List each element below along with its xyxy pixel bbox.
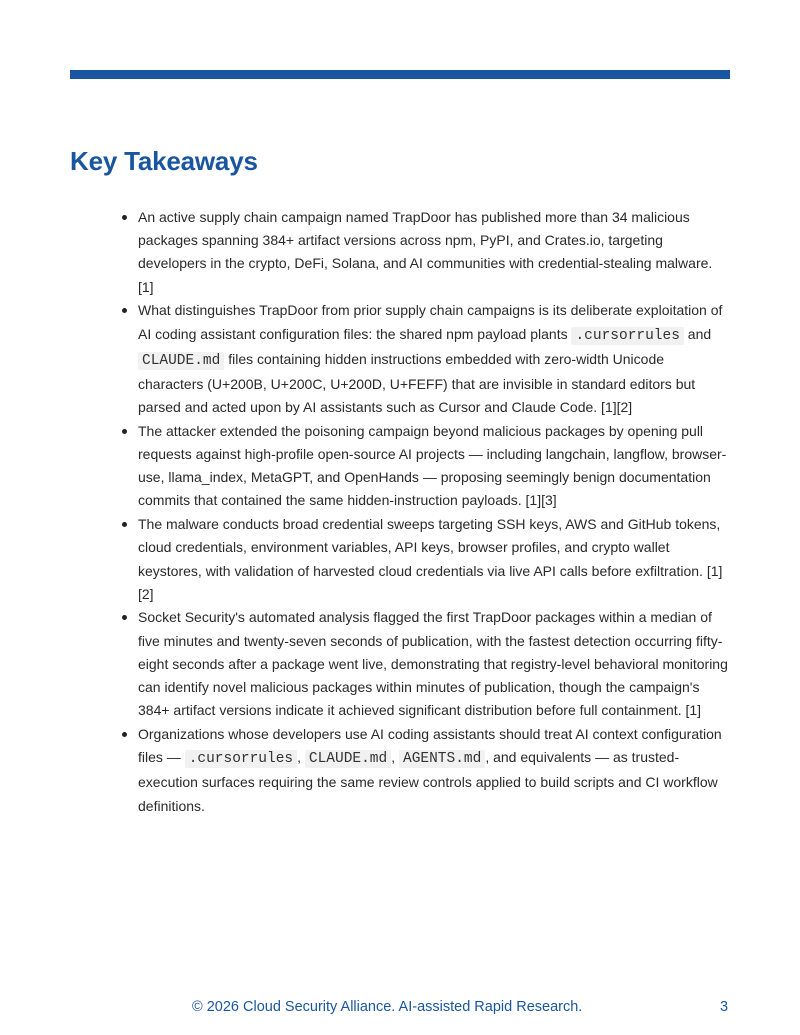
inline-code-filename: CLAUDE.md <box>138 352 224 370</box>
takeaway-item <box>106 299 731 419</box>
takeaway-text: Organizations whose developers use AI coding assistants should treat AI context configuration files — <box>138 725 722 766</box>
top-divider-bar <box>70 70 730 79</box>
takeaway-text: An active supply chain campaign named TrapDoor has published more than 34 malicious packages spanning 384+ artifact versions across npm, PyPI, and Crates.io, targeting developers in the crypto, DeFi, Solana, and AI communities with credential-stealing malware. [1] <box>138 209 713 295</box>
page-footer <box>0 999 800 1017</box>
inline-code-filename: .cursorrules <box>185 750 297 768</box>
takeaway-text: What distinguishes TrapDoor from prior supply chain campaigns is its deliberate exploitation of AI coding assistant configuration files: the shared npm payload plants <box>138 302 723 342</box>
page-title: Key Takeaways <box>70 146 258 176</box>
inline-code-filename: AGENTS.md <box>399 750 485 768</box>
page-number: 3 <box>720 999 729 1015</box>
takeaway-text: , <box>391 749 399 766</box>
takeaway-item <box>106 723 731 818</box>
inline-code-filename: CLAUDE.md <box>305 750 391 768</box>
takeaway-item <box>106 420 731 513</box>
takeaway-item <box>106 606 731 722</box>
takeaway-text: and <box>683 325 712 342</box>
takeaway-text: , and equivalents — as trusted-execution surfaces requiring the same review controls applied to build scripts and CI workflow definitions. <box>138 749 718 814</box>
takeaway-text: , <box>297 749 305 766</box>
takeaway-item <box>106 206 731 299</box>
takeaway-text: The malware conducts broad credential sweeps targeting SSH keys, AWS and GitHub tokens, cloud credentials, environment variables, API keys, browser profiles, and crypto wallet keystores, with validation of harvested cloud credentials via live API calls before exfiltration. [1][2] <box>138 516 723 602</box>
takeaway-item <box>106 513 731 606</box>
takeaway-text: Socket Security's automated analysis flagged the first TrapDoor packages within a median of five minutes and twenty-seven seconds of publication, with the fastest detection occurring fifty-eight seconds after a package went live, demonstrating that registry-level behavioral monitoring can identify novel malicious packages within minutes of publication, though the campaign's 384+ artifact versions indicate it achieved significant distribution before full containment. [1] <box>138 609 728 719</box>
takeaway-text: The attacker extended the poisoning campaign beyond malicious packages by opening pull requests against high-profile open-source AI projects — including langchain, langflow, browser-use, llama_index, MetaGPT, and OpenHands — proposing seemingly benign documentation commits that contained the same hidden-instruction payloads. [1][3] <box>138 422 727 509</box>
footer-copyright: © 2026 Cloud Security Alliance. AI-assisted Rapid Research. <box>192 999 583 1015</box>
takeaways-list <box>106 206 731 818</box>
takeaway-text: files containing hidden instructions embedded with zero-width Unicode characters (U+200B, U+200C, U+200D, U+FEFF) that are invisible in standard editors but parsed and acted upon by AI assistants such as Cursor and Claude Code. [1][2] <box>138 350 696 416</box>
inline-code-filename: .cursorrules <box>571 327 683 345</box>
